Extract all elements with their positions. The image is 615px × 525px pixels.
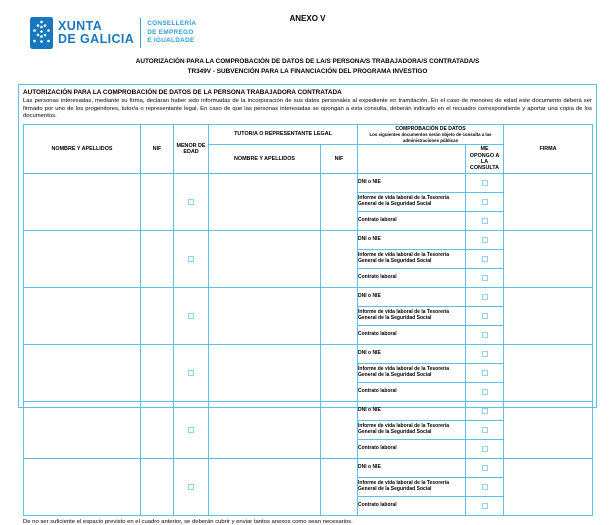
minor-cell <box>174 401 209 458</box>
tutor-name-cell[interactable] <box>209 401 321 458</box>
tutor-name-cell[interactable] <box>209 344 321 401</box>
document-title-line2: TR349V - SUBVENCIÓN PARA LA FINANCIACIÓN DEL PROGRAMA INVESTIGO <box>187 67 428 75</box>
document-label: Contrato laboral <box>358 325 466 344</box>
header-comprobacion-group <box>358 125 504 145</box>
oppose-checkbox[interactable] <box>482 294 488 300</box>
worker-row-5-sub-1 <box>24 401 593 420</box>
oppose-cell <box>466 230 504 249</box>
document-title <box>0 57 615 77</box>
department-name: CONSELLERÍA DE EMPREGO E IGUALDADE <box>147 20 197 45</box>
minor-cell <box>174 230 209 287</box>
tutor-name-cell[interactable] <box>209 458 321 515</box>
document-label: Contrato laboral <box>358 496 466 515</box>
tutor-name-cell[interactable] <box>209 230 321 287</box>
oppose-checkbox[interactable] <box>482 351 488 357</box>
oppose-checkbox[interactable] <box>482 313 488 319</box>
oppose-checkbox[interactable] <box>482 427 488 433</box>
worker-nif-cell[interactable] <box>141 401 174 458</box>
worker-name-cell[interactable] <box>24 173 141 230</box>
oppose-checkbox[interactable] <box>482 389 488 395</box>
worker-nif-cell[interactable] <box>141 344 174 401</box>
org-name: XUNTA DE GALICIA <box>58 18 135 46</box>
minor-checkbox[interactable] <box>188 427 194 433</box>
minor-cell <box>174 287 209 344</box>
worker-row-1-sub-1 <box>24 173 593 192</box>
oppose-cell <box>466 211 504 230</box>
document-label: Contrato laboral <box>358 211 466 230</box>
oppose-checkbox[interactable] <box>482 275 488 281</box>
worker-name-cell[interactable] <box>24 401 141 458</box>
document-label: DNI o NIE <box>358 344 466 363</box>
header-nif: NIF <box>141 125 174 174</box>
worker-name-cell[interactable] <box>24 287 141 344</box>
document-label: Contrato laboral <box>358 439 466 458</box>
minor-cell <box>174 458 209 515</box>
oppose-cell <box>466 325 504 344</box>
header-nombre: NOMBRE Y APELLIDOS <box>24 125 141 174</box>
document-label: Contrato laboral <box>358 268 466 287</box>
document-label: Informe de vida laboral de la Tesorería General de la Seguridad Social <box>358 306 466 325</box>
tutor-nif-cell[interactable] <box>321 287 358 344</box>
oppose-cell <box>466 287 504 306</box>
worker-nif-cell[interactable] <box>141 230 174 287</box>
minor-checkbox[interactable] <box>188 199 194 205</box>
oppose-checkbox[interactable] <box>482 218 488 224</box>
footer-note: De no ser suficiente el espacio previsto en el cuadro anterior, se deberán cubrir y enviar tantos anexos como sean necesarios. <box>23 518 353 525</box>
worker-name-cell[interactable] <box>24 344 141 401</box>
signature-cell[interactable] <box>504 173 593 230</box>
tutor-name-cell[interactable] <box>209 173 321 230</box>
signature-cell[interactable] <box>504 401 593 458</box>
oppose-cell <box>466 439 504 458</box>
anexo-label: ANEXO V <box>289 14 326 23</box>
minor-cell <box>174 344 209 401</box>
document-title-line1: AUTORIZACIÓN PARA LA COMPROBACIÓN DE DATOS DE LA/S PERSONA/S TRABAJADORA/S CONTRATADA/S <box>135 58 480 65</box>
oppose-cell <box>466 249 504 268</box>
oppose-checkbox[interactable] <box>482 503 488 509</box>
oppose-cell <box>466 306 504 325</box>
oppose-cell <box>466 401 504 420</box>
worker-nif-cell[interactable] <box>141 173 174 230</box>
minor-checkbox[interactable] <box>188 370 194 376</box>
document-label: DNI o NIE <box>358 287 466 306</box>
document-label: Informe de vida laboral de la Tesorería General de la Seguridad Social <box>358 420 466 439</box>
oppose-checkbox[interactable] <box>482 446 488 452</box>
worker-row-3-sub-1 <box>24 287 593 306</box>
oppose-checkbox[interactable] <box>482 408 488 414</box>
document-label: Informe de vida laboral de la Tesorería General de la Seguridad Social <box>358 477 466 496</box>
oppose-cell <box>466 344 504 363</box>
oppose-checkbox[interactable] <box>482 484 488 490</box>
oppose-cell <box>466 268 504 287</box>
oppose-cell <box>466 173 504 192</box>
oppose-checkbox[interactable] <box>482 199 488 205</box>
document-label: Contrato laboral <box>358 382 466 401</box>
header-menor: MENOR DE EDAD <box>174 125 209 174</box>
oppose-checkbox[interactable] <box>482 332 488 338</box>
comprobacion-subtitle: Los siguientes documentos serán objeto de consulta a las administraciones públicas <box>369 132 492 143</box>
header-firma: FIRMA <box>504 125 593 174</box>
worker-row-6-sub-1 <box>24 458 593 477</box>
oppose-checkbox[interactable] <box>482 465 488 471</box>
minor-checkbox[interactable] <box>188 256 194 262</box>
oppose-checkbox[interactable] <box>482 370 488 376</box>
header-tutor-nombre: NOMBRE Y APELLIDOS <box>209 145 321 174</box>
authorization-box <box>18 84 597 525</box>
authorization-table <box>23 124 593 516</box>
worker-row-4-sub-1 <box>24 344 593 363</box>
oppose-checkbox[interactable] <box>482 180 488 186</box>
worker-rows <box>24 173 593 515</box>
oppose-cell <box>466 192 504 211</box>
tutor-nif-cell[interactable] <box>321 401 358 458</box>
worker-name-cell[interactable] <box>24 230 141 287</box>
document-label: DNI o NIE <box>358 401 466 420</box>
minor-cell <box>174 173 209 230</box>
worker-row-2-sub-1 <box>24 230 593 249</box>
document-label: Informe de vida laboral de la Tesorería General de la Seguridad Social <box>358 249 466 268</box>
tutor-name-cell[interactable] <box>209 287 321 344</box>
worker-nif-cell[interactable] <box>141 287 174 344</box>
header-me-opongo: ME OPONGO A LA CONSULTA <box>466 145 504 174</box>
tutor-nif-cell[interactable] <box>321 458 358 515</box>
box-heading: AUTORIZACIÓN PARA LA COMPROBACIÓN DE DATOS DE LA PERSONA TRABAJADORA CONTRATADA <box>23 89 342 96</box>
oppose-cell <box>466 477 504 496</box>
oppose-cell <box>466 458 504 477</box>
document-label: DNI o NIE <box>358 230 466 249</box>
minor-checkbox[interactable] <box>188 313 194 319</box>
oppose-cell <box>466 363 504 382</box>
box-intro-text: Las personas interesadas, mediante su firma, declaran haber sido informadas de la incorporación de sus datos personales al expediente en tramitación. En el caso de menores de edad este documento deberá ser firmado por uno de los progenitores, tutor/a o representante legal. En caso de que las personas interesadas se opongan a esta consulta, deberán indicarlo en el recuadro correspondiente y aportar una copia de los documentos. <box>23 98 592 120</box>
oppose-cell <box>466 382 504 401</box>
signature-cell[interactable] <box>504 230 593 287</box>
oppose-checkbox[interactable] <box>482 256 488 262</box>
oppose-cell <box>466 420 504 439</box>
tutor-nif-cell[interactable] <box>321 344 358 401</box>
document-label: Informe de vida laboral de la Tesorería General de la Seguridad Social <box>358 363 466 382</box>
signature-cell[interactable] <box>504 287 593 344</box>
header-tutor-nif: NIF <box>321 145 358 174</box>
document-label: DNI o NIE <box>358 458 466 477</box>
comprobacion-title: COMPROBACIÓN DE DATOS <box>395 126 466 133</box>
tutor-nif-cell[interactable] <box>321 173 358 230</box>
tutor-nif-cell[interactable] <box>321 230 358 287</box>
oppose-checkbox[interactable] <box>482 237 488 243</box>
signature-cell[interactable] <box>504 458 593 515</box>
signature-cell[interactable] <box>504 344 593 401</box>
minor-checkbox[interactable] <box>188 484 194 490</box>
document-label: Informe de vida laboral de la Tesorería General de la Seguridad Social <box>358 192 466 211</box>
worker-nif-cell[interactable] <box>141 458 174 515</box>
header-tutor-group: TUTOR/A O REPRESENTANTE LEGAL <box>209 125 358 145</box>
worker-name-cell[interactable] <box>24 458 141 515</box>
oppose-cell <box>466 496 504 515</box>
document-label: DNI o NIE <box>358 173 466 192</box>
header-documents-empty <box>358 145 466 174</box>
